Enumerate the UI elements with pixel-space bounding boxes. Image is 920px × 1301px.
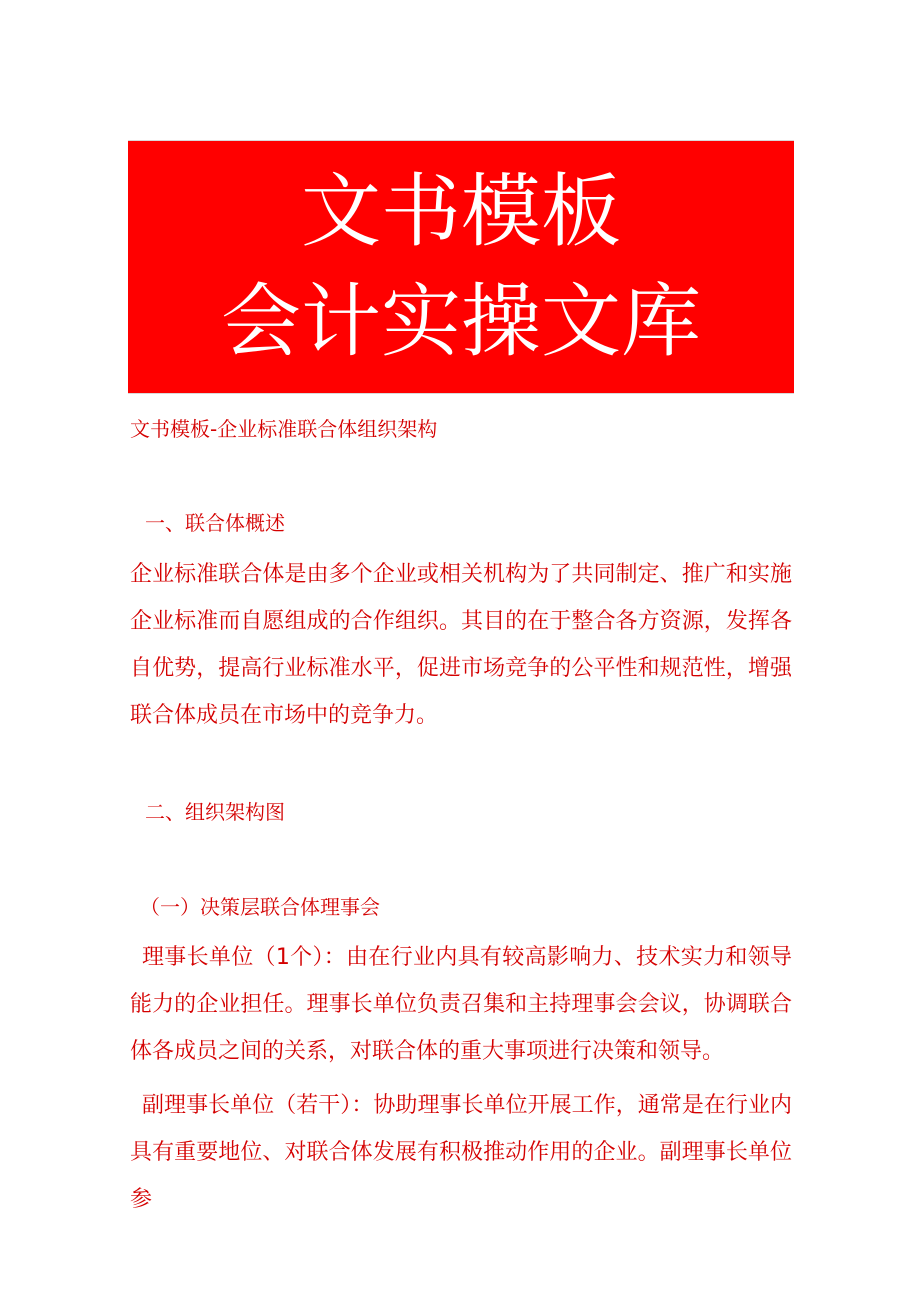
cover-banner: [128, 140, 794, 394]
document-title: 文书模板-企业标准联合体组织架构: [130, 417, 438, 441]
banner-title-line-1: 文书模板: [301, 165, 621, 258]
banner-title-line-2: 会计实操文库: [221, 275, 701, 368]
section-2-subheading: （一）决策层联合体理事会: [140, 895, 380, 919]
section-1-heading: 一、联合体概述: [145, 511, 285, 535]
section-1-paragraph: 企业标准联合体是由多个企业或相关机构为了共同制定、推广和实施企业标准而自愿组成的合作组织。其目的在于整合各方资源，发挥各自优势，提高行业标准水平，促进市场竞争的公平性和规范性，增强联合体成员在市场中的竞争力。: [130, 562, 792, 728]
section-2-heading: 二、组织架构图: [145, 800, 285, 824]
paragraph-vice-chairman-unit: 副理事长单位（若干）：协助理事长单位开展工作，通常是在行业内具有重要地位、对联合体发展有积极推动作用的企业。副理事长单位参: [130, 1093, 792, 1212]
paragraph-chairman-unit: 理事长单位（1个）：由在行业内具有较高影响力、技术实力和领导能力的企业担任。理事长单位负责召集和主持理事会会议，协调联合体各成员之间的关系，对联合体的重大事项进行决策和领导。: [130, 945, 792, 1064]
